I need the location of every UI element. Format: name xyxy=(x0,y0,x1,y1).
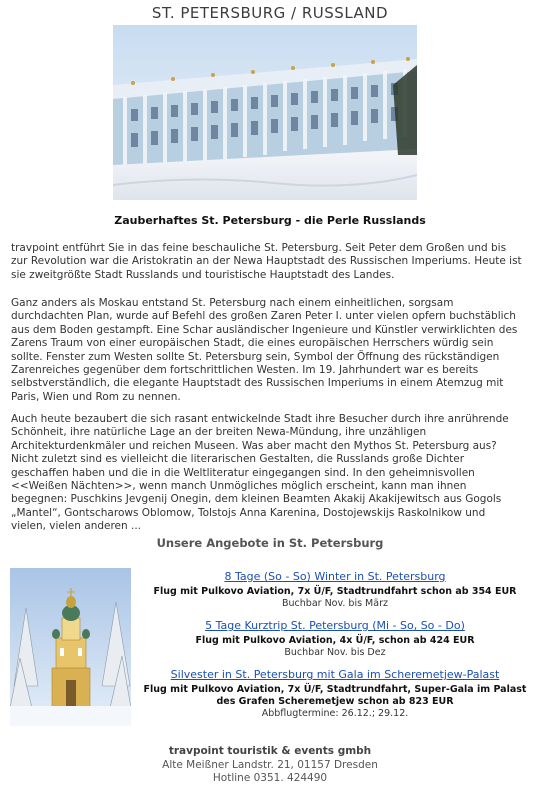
hero-image xyxy=(113,25,417,200)
offer-item xyxy=(138,619,532,659)
offer-dates: Abbflugtermine: 26.12.; 29.12. xyxy=(261,708,409,719)
footer-company: travpoint touristik & events gmbh xyxy=(168,745,372,757)
offer-link[interactable]: 5 Tage Kurztrip St. Petersburg (Mi - So, So - Do) xyxy=(205,619,465,632)
offer-link[interactable]: 8 Tage (So - So) Winter in St. Petersburg xyxy=(224,570,446,583)
offer-description: Flug mit Pulkovo Aviation, 4x Ü/F, schon ab 424 EUR xyxy=(195,635,475,646)
offer-dates: Buchbar Nov. bis März xyxy=(282,598,388,609)
offer-dates: Buchbar Nov. bis Dez xyxy=(284,647,386,658)
footer xyxy=(0,745,540,786)
article-paragraph-1: travpoint entführt Sie in das feine beschauliche St. Petersburg. Seit Peter dem Großen und bis zur Revolution war die Aristokratin an der Newa Hauptstadt des Russischen Imperiums. Heute ist sie zweitgrößte Stadt Russlands und touristische Hauptstadt des Landes. xyxy=(11,242,522,281)
offer-description: Flug mit Pulkovo Aviation, 7x Ü/F, Stadtrundfahrt, Super-Gala im Palast des Grafen Scheremetjew schon ab 823 EUR xyxy=(143,684,527,707)
offers-image xyxy=(10,568,131,726)
offer-item xyxy=(138,570,532,610)
offers-heading: Unsere Angebote in St. Petersburg xyxy=(156,536,384,550)
footer-hotline: Hotline 0351. 424490 xyxy=(212,772,328,784)
offer-link[interactable]: Silvester in St. Petersburg mit Gala im Scheremetjew-Palast xyxy=(170,668,500,681)
page-title: ST. PETERSBURG / RUSSLAND xyxy=(151,4,389,22)
footer-address: Alte Meißner Landstr. 21, 01157 Dresden xyxy=(162,758,378,771)
article-paragraph-2: Ganz anders als Moskau entstand St. Petersburg nach einem einheitlichen, sorgsam durchdachten Plan, wurde auf Befehl des großen Zaren Peter I. unter vielen opfern buchstäblich aus dem Boden gestampft. Eine Schar ausländischer Ingenieure und Künstler verwirklichten des Zarens Traum von einer europäischen Stadt, die eines europäischen Herrschers würdig sein sollte. Fenster zum Westen sollte St. Petersburg sein, Symbol der Öffnung des rückständigen Zarenreiches gegenüber dem fortschrittlichen Westen. Im 19. Jahrhundert war es bereits selbstverständlich, die elegante Hauptstadt des Russischen Imperiums in einem Atemzug mit Paris, Wien und Rom zu nennen. xyxy=(11,297,518,403)
offer-item xyxy=(138,668,532,720)
hero-subtitle: Zauberhaftes St. Petersburg - die Perle Russlands xyxy=(114,214,426,227)
article-paragraph-3: Auch heute bezaubert die sich rasant entwickelnde Stadt ihre Besucher durch ihre anrührende Schönheit, ihre natürliche Lage an der breiten Newa-Mündung, ihre unzähligen Architekturdenkmäler und reichen Museen. Was aber macht den Mythos St. Petersburg aus? Nicht zuletzt sind es vielleicht die literarischen Gestalten, die Russlands große Dichter geschaffen haben und die in die Weltliteratur eingegangen sind. In den geheimnisvollen <<Weißen Nächten>>, wenn manch Unmögliches möglich erscheint, kann man ihnen begegnen: Puschkins Jevgenij Onegin, dem kleinen Beamten Akakij Akakijewitsch aus Gogols „Mantel“, Gontscharows Oblomow, Tolstojs Anna Karenina, Dostojewskijs Raskolnikow und vielen, vielen anderen ... xyxy=(11,413,509,533)
offer-description: Flug mit Pulkovo Aviation, 7x Ü/F, Stadtrundfahrt schon ab 354 EUR xyxy=(153,586,517,597)
